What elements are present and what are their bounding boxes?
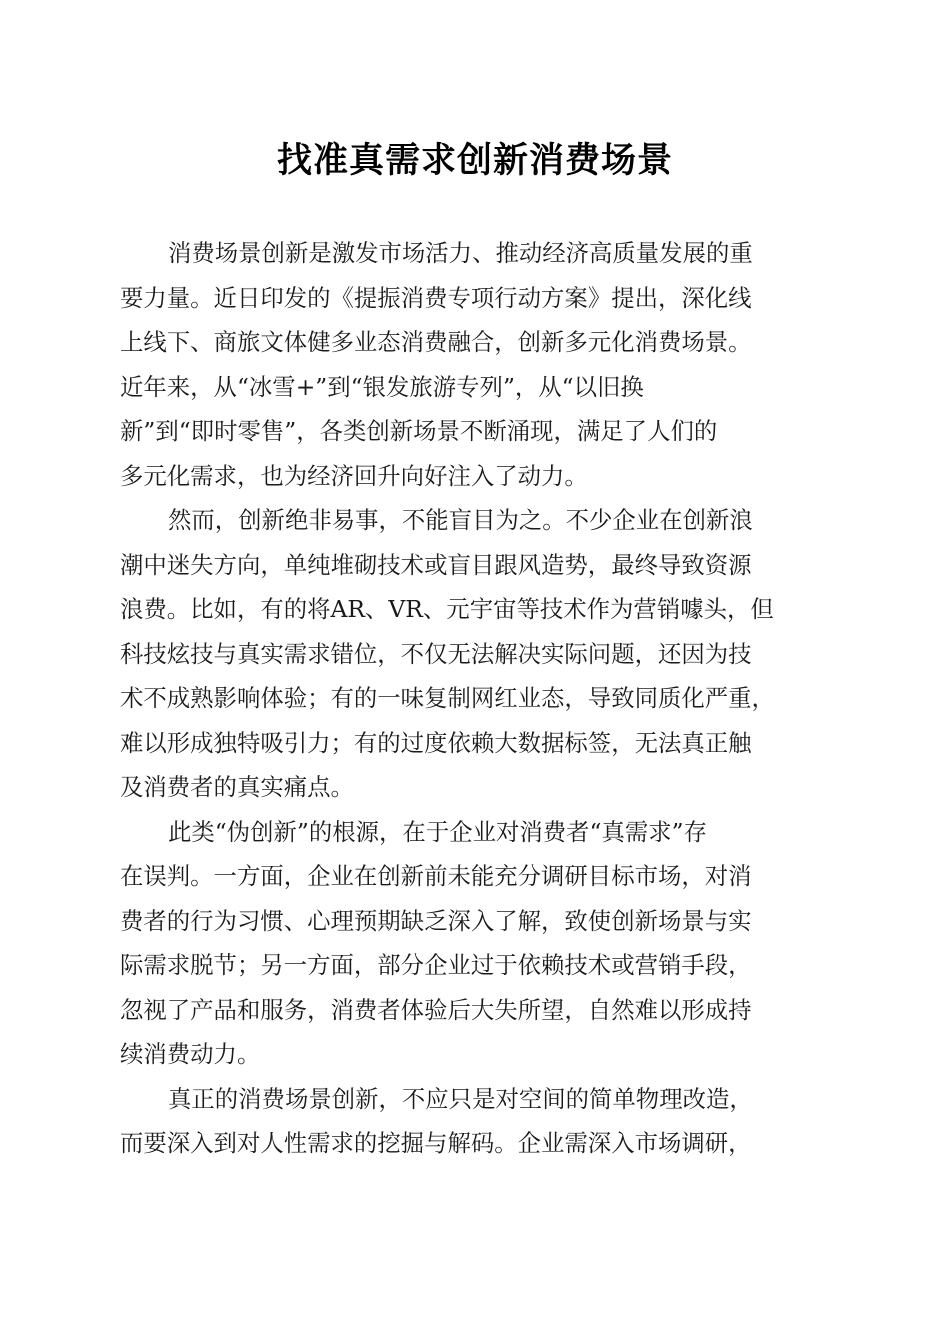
text-line: 然而，创新绝非易事，不能盲目为之。不少企业在创新浪 — [168, 506, 753, 534]
text-line: 近年来，从“冰雪+”到“银发旅游专列”，从“以旧换 — [120, 372, 644, 401]
text-line: 要力量。近日印发的《提振消费专项行动方案》提出，深化线 — [120, 283, 752, 312]
document-title: 找准真需求创新消费场景 — [276, 140, 673, 181]
text-line: 术不成熟影响体验；有的一味复制网红业态，导致同质化严重， — [120, 684, 775, 712]
text-line: 新”到“即时零售”，各类创新场景不断涌现，满足了人们的 — [120, 417, 718, 445]
text-line: 多元化需求，也为经济回升向好注入了动力。 — [120, 461, 588, 490]
text-line: 上线下、商旅文体健多业态消费融合，创新多元化消费场景。 — [120, 328, 752, 356]
text-line: 真正的消费场景创新，不应只是对空间的简单物理改造， — [168, 1084, 753, 1113]
text-line: 及消费者的真实痛点。 — [120, 773, 354, 801]
text-line: 费者的行为习惯、心理预期缺乏深入了解，致使创新场景与实 — [120, 906, 752, 935]
text-line: 而要深入到对人性需求的挖掘与解码。企业需深入市场调研， — [120, 1129, 752, 1157]
text-line: 此类“伪创新”的根源，在于企业对消费者“真需求”存 — [168, 817, 708, 846]
text-line: 浪费。比如，有的将AR、VR、元宇宙等技术作为营销噱头，但 — [120, 595, 774, 623]
text-line: 在误判。一方面，企业在创新前未能充分调研目标市场，对消 — [120, 862, 752, 890]
text-line: 难以形成独特吸引力；有的过度依赖大数据标签，无法真正触 — [120, 728, 752, 757]
text-line: 消费场景创新是激发市场活力、推动经济高质量发展的重 — [168, 239, 753, 267]
text-line: 忽视了产品和服务，消费者体验后大失所望，自然难以形成持 — [120, 995, 752, 1024]
text-line: 潮中迷失方向，单纯堆砌技术或盲目跟风造势，最终导致资源 — [120, 550, 752, 579]
text-line: 续消费动力。 — [120, 1040, 261, 1068]
text-line: 际需求脱节；另一方面，部分企业过于依赖技术或营销手段， — [120, 951, 752, 979]
article-body — [120, 231, 836, 1166]
text-line: 科技炫技与真实需求错位，不仅无法解决实际问题，还因为技 — [120, 639, 752, 668]
